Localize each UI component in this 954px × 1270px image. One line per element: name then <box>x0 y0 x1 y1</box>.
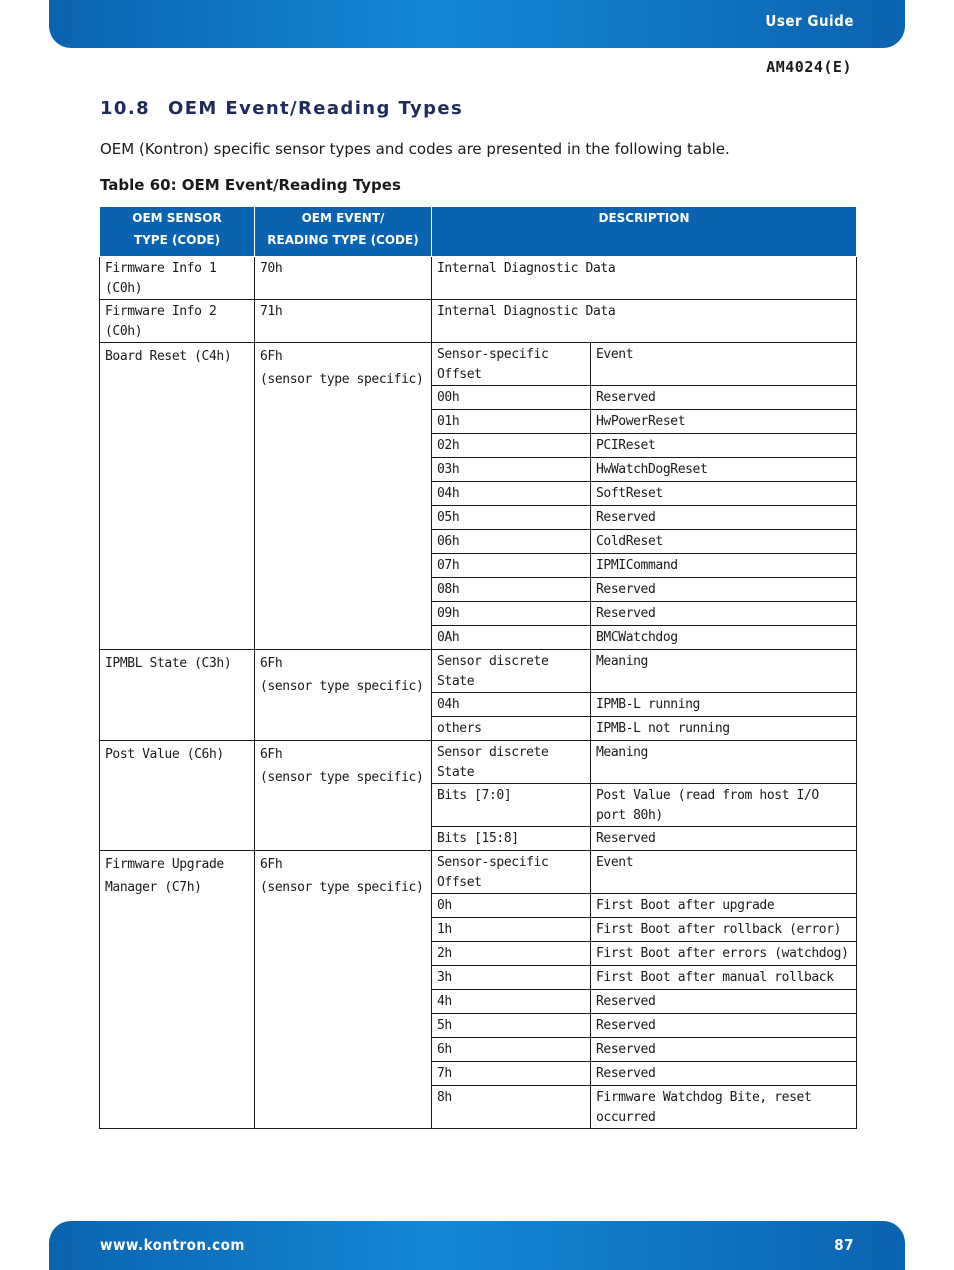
section-heading <box>100 98 463 119</box>
event-type-cell <box>255 343 432 650</box>
event-type-line: 6Fh <box>260 857 283 872</box>
table-header-row <box>100 207 857 257</box>
offset-cell: 00h <box>432 386 591 410</box>
sensor-type-cell <box>100 741 255 851</box>
sensor-type-cell: Firmware Info 2 (C0h) <box>100 300 255 343</box>
meaning-cell: Reserved <box>591 602 857 626</box>
event-type-cell: 70h <box>255 257 432 300</box>
meaning-cell: Reserved <box>591 506 857 530</box>
header-banner <box>49 0 905 48</box>
offset-cell: 2h <box>432 942 591 966</box>
offset-cell: 8h <box>432 1086 591 1129</box>
meaning-cell: Reserved <box>591 1014 857 1038</box>
event-type-line: 6Fh <box>260 747 283 762</box>
table-row <box>100 650 857 693</box>
table-row <box>100 343 857 386</box>
meaning-cell: Meaning <box>591 741 857 784</box>
offset-cell: 04h <box>432 482 591 506</box>
offset-cell: 04h <box>432 693 591 717</box>
header-title: User Guide <box>765 12 854 30</box>
offset-cell: Sensor-specific Offset <box>432 851 591 894</box>
offset-cell: Bits [15:8] <box>432 827 591 851</box>
event-type-line: (sensor type specific) <box>260 679 424 694</box>
offset-cell: 07h <box>432 554 591 578</box>
header-sensor-line: TYPE (CODE) <box>133 233 221 247</box>
table-row <box>100 257 857 300</box>
offset-cell: 09h <box>432 602 591 626</box>
event-type-cell <box>255 851 432 1129</box>
offset-cell: 4h <box>432 990 591 1014</box>
meaning-cell: Reserved <box>591 827 857 851</box>
offset-cell: 0h <box>432 894 591 918</box>
meaning-cell: ColdReset <box>591 530 857 554</box>
offset-cell: 08h <box>432 578 591 602</box>
meaning-cell: BMCWatchdog <box>591 626 857 650</box>
offset-cell: 0Ah <box>432 626 591 650</box>
sensor-type-cell <box>100 851 255 1129</box>
sensor-type-line: Firmware Upgrade <box>105 857 224 872</box>
event-type-line: (sensor type specific) <box>260 880 424 895</box>
footer-url: www.kontron.com <box>100 1236 245 1254</box>
offset-cell: 05h <box>432 506 591 530</box>
event-type-line: (sensor type specific) <box>260 770 424 785</box>
header-sensor-type <box>100 207 255 257</box>
intro-paragraph: OEM (Kontron) specific sensor types and codes are presented in the following table. <box>100 140 730 158</box>
offset-cell: Sensor discrete State <box>432 741 591 784</box>
offset-cell: Sensor-specific Offset <box>432 343 591 386</box>
offset-cell: 03h <box>432 458 591 482</box>
event-type-line: (sensor type specific) <box>260 372 424 387</box>
sensor-type-line: Manager (C7h) <box>105 880 202 895</box>
header-event-line: OEM EVENT/ <box>301 211 385 225</box>
offset-cell: 6h <box>432 1038 591 1062</box>
table-body <box>100 257 857 1129</box>
meaning-cell: Post Value (read from host I/O port 80h) <box>591 784 857 827</box>
event-type-cell <box>255 741 432 851</box>
meaning-cell: IPMB-L running <box>591 693 857 717</box>
meaning-cell: Event <box>591 851 857 894</box>
header-event-line: READING TYPE (CODE) <box>267 233 419 247</box>
table-caption: Table 60: OEM Event/Reading Types <box>100 176 401 194</box>
meaning-cell: IPMB-L not running <box>591 717 857 741</box>
description-cell: Internal Diagnostic Data <box>432 257 857 300</box>
offset-cell: Bits [7:0] <box>432 784 591 827</box>
offset-cell: 5h <box>432 1014 591 1038</box>
sensor-type-cell <box>100 650 255 741</box>
sensor-type-cell <box>100 343 255 650</box>
meaning-cell: First Boot after errors (watchdog) <box>591 942 857 966</box>
meaning-cell: Reserved <box>591 1038 857 1062</box>
meaning-cell: SoftReset <box>591 482 857 506</box>
meaning-cell: First Boot after manual rollback <box>591 966 857 990</box>
meaning-cell: Firmware Watchdog Bite, reset occurred <box>591 1086 857 1129</box>
meaning-cell: Event <box>591 343 857 386</box>
meaning-cell: First Boot after rollback (error) <box>591 918 857 942</box>
page-number: 87 <box>834 1236 854 1254</box>
offset-cell: 06h <box>432 530 591 554</box>
sensor-type-line: Post Value (C6h) <box>105 747 224 762</box>
header-sensor-line: OEM SENSOR <box>132 211 222 225</box>
event-type-line: 6Fh <box>260 656 283 671</box>
offset-cell: 7h <box>432 1062 591 1086</box>
section-number: 10.8 <box>100 98 151 119</box>
footer-banner <box>49 1221 905 1270</box>
meaning-cell: Reserved <box>591 990 857 1014</box>
section-title: OEM Event/Reading Types <box>168 98 464 119</box>
meaning-cell: HwPowerReset <box>591 410 857 434</box>
offset-cell: 01h <box>432 410 591 434</box>
sensor-type-line: Board Reset (C4h) <box>105 349 232 364</box>
meaning-cell: Reserved <box>591 386 857 410</box>
meaning-cell: HwWatchDogReset <box>591 458 857 482</box>
offset-cell: 02h <box>432 434 591 458</box>
meaning-cell: First Boot after upgrade <box>591 894 857 918</box>
meaning-cell: IPMICommand <box>591 554 857 578</box>
meaning-cell: Reserved <box>591 578 857 602</box>
meaning-cell: Meaning <box>591 650 857 693</box>
header-description <box>432 207 857 257</box>
header-description-line: DESCRIPTION <box>598 211 690 225</box>
meaning-cell: PCIReset <box>591 434 857 458</box>
event-type-cell <box>255 650 432 741</box>
description-cell: Internal Diagnostic Data <box>432 300 857 343</box>
sensor-type-line: IPMBL State (C3h) <box>105 656 232 671</box>
table-row <box>100 851 857 894</box>
product-name: AM4024(E) <box>766 58 852 76</box>
header-event-type <box>255 207 432 257</box>
event-type-line: 6Fh <box>260 349 283 364</box>
offset-cell: 3h <box>432 966 591 990</box>
offset-cell: 1h <box>432 918 591 942</box>
meaning-cell: Reserved <box>591 1062 857 1086</box>
event-type-cell: 71h <box>255 300 432 343</box>
sensor-type-cell: Firmware Info 1 (C0h) <box>100 257 255 300</box>
oem-event-table <box>99 206 857 1129</box>
offset-cell: Sensor discrete State <box>432 650 591 693</box>
table-row <box>100 741 857 784</box>
table-row <box>100 300 857 343</box>
offset-cell: others <box>432 717 591 741</box>
